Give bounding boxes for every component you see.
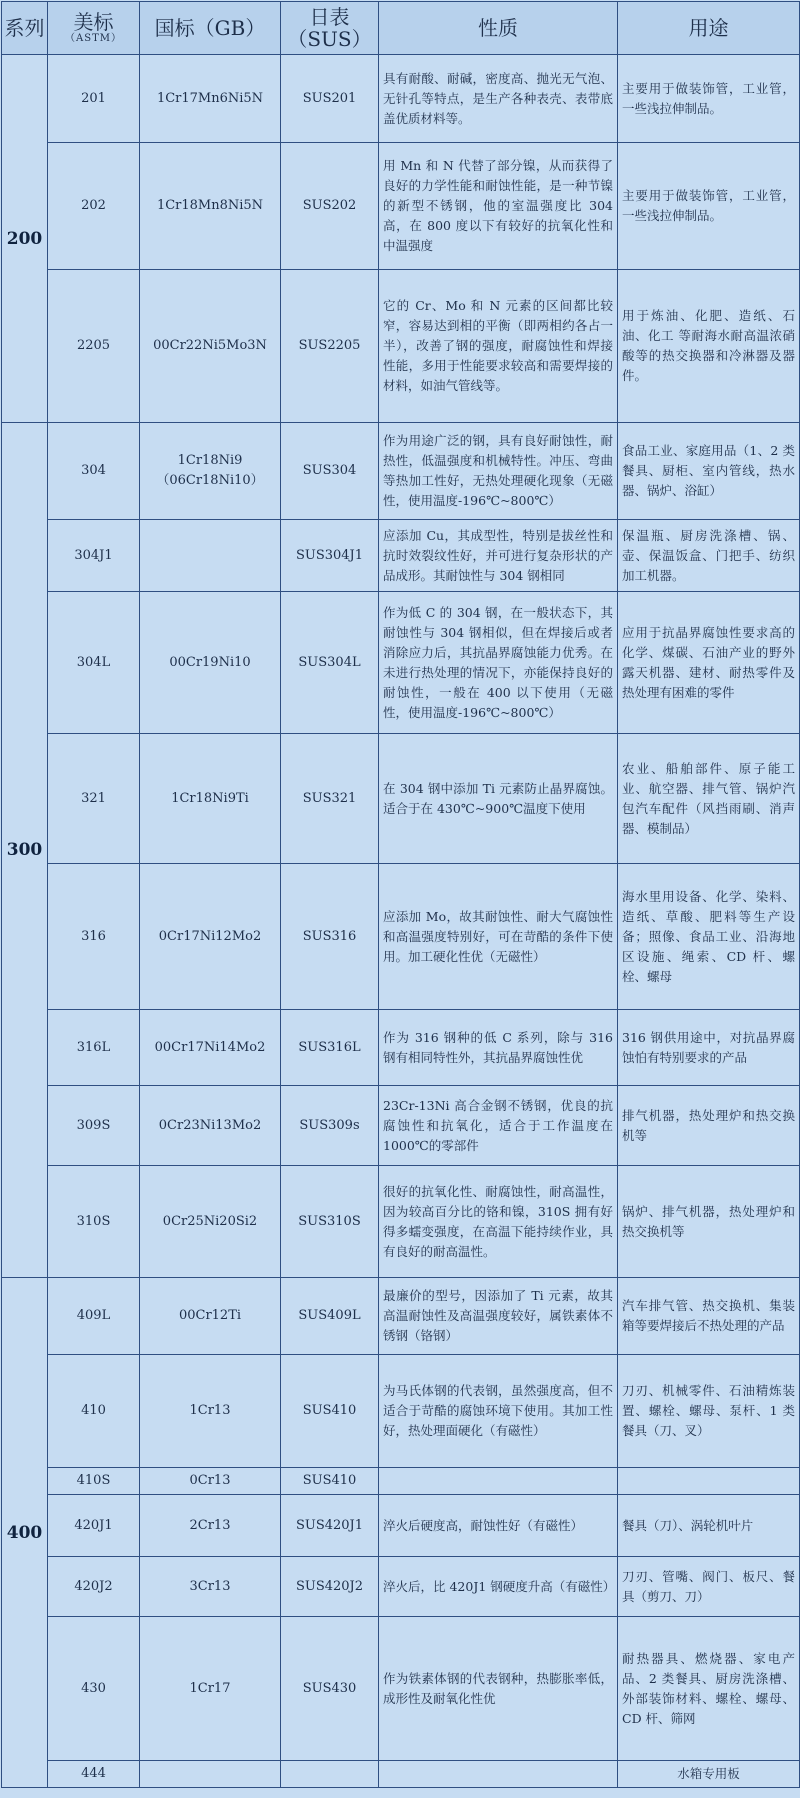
property-cell: 在 304 钢中添加 Ti 元素防止晶界腐蚀。适合于在 430℃~900℃温度下使用 bbox=[379, 734, 618, 864]
sus-cell: SUS309s bbox=[281, 1086, 379, 1166]
table-row bbox=[2, 520, 800, 592]
sus-cell: SUS410 bbox=[281, 1468, 379, 1495]
sus-cell: SUS304L bbox=[281, 592, 379, 734]
usage-cell: 用于炼油、化肥、造纸、石油、化工 等耐海水耐高温浓硝酸等的热交换器和冷淋器及器件。 bbox=[618, 270, 800, 423]
gb-cell: 1Cr13 bbox=[140, 1355, 281, 1468]
sus-cell: SUS304J1 bbox=[281, 520, 379, 592]
sus-cell: SUS321 bbox=[281, 734, 379, 864]
header-series: 系列 bbox=[2, 2, 48, 55]
table-row bbox=[2, 1086, 800, 1166]
property-cell: 淬火后硬度高，耐蚀性好（有磁性） bbox=[379, 1495, 618, 1557]
sus-cell: SUS316 bbox=[281, 864, 379, 1010]
property-cell: 作为 316 钢种的低 C 系列，除与 316 钢有相同特性外，其抗晶界腐蚀性优 bbox=[379, 1010, 618, 1086]
property-cell: 用 Mn 和 N 代替了部分镍，从而获得了良好的力学性能和耐蚀性能，是一种节镍的新型不锈钢，他的室温强度比 304 高，在 800 度以下有较好的抗氧化性和中温强度 bbox=[379, 143, 618, 270]
usage-cell: 农业、船舶部件、原子能工业、航空器、排气管、锅炉汽包汽车配件（风挡雨刷、消声器、模制品） bbox=[618, 734, 800, 864]
series-cell-400: 400 bbox=[2, 1278, 48, 1788]
astm-cell: 420J1 bbox=[48, 1495, 140, 1557]
gb-cell: 00Cr22Ni5Mo3N bbox=[140, 270, 281, 423]
usage-cell: 食品工业、家庭用品（1、2 类餐具、厨柜、室内管线，热水器、锅炉、浴缸） bbox=[618, 423, 800, 520]
usage-cell: 保温瓶、厨房洗涤槽、锅、壶、保温饭盒、门把手、纺织加工机器。 bbox=[618, 520, 800, 592]
table-row bbox=[2, 1617, 800, 1761]
usage-cell: 海水里用设备、化学、染料、造纸、草酸、肥料等生产设备；照像、食品工业、沿海地区设施、绳索、CD 杆、螺栓、螺母 bbox=[618, 864, 800, 1010]
astm-cell: 430 bbox=[48, 1617, 140, 1761]
sus-cell: SUS430 bbox=[281, 1617, 379, 1761]
property-cell bbox=[379, 1761, 618, 1788]
astm-cell: 316L bbox=[48, 1010, 140, 1086]
table-row bbox=[2, 592, 800, 734]
table-row bbox=[2, 143, 800, 270]
table-row bbox=[2, 1355, 800, 1468]
gb-cell: 0Cr17Ni12Mo2 bbox=[140, 864, 281, 1010]
gb-cell: 0Cr23Ni13Mo2 bbox=[140, 1086, 281, 1166]
gb-cell: 1Cr18Ni9Ti bbox=[140, 734, 281, 864]
usage-cell: 刀刃、机械零件、石油精炼装置、螺栓、螺母、泵杆、1 类餐具（刀、叉） bbox=[618, 1355, 800, 1468]
gb-cell bbox=[140, 423, 281, 520]
table-row bbox=[2, 423, 800, 520]
gb-cell: 00Cr19Ni10 bbox=[140, 592, 281, 734]
usage-cell: 耐热器具、燃烧器、家电产品、2 类餐具、厨房洗涤槽、外部装饰材料、螺栓、螺母、CD 杆、筛网 bbox=[618, 1617, 800, 1761]
astm-cell: 321 bbox=[48, 734, 140, 864]
gb-value: 1Cr18Ni9 bbox=[177, 453, 243, 468]
table-row bbox=[2, 864, 800, 1010]
usage-cell: 刀刃、管嘴、阀门、板尺、餐具（剪刀、刀） bbox=[618, 1557, 800, 1617]
table-row bbox=[2, 55, 800, 143]
sus-cell: SUS420J1 bbox=[281, 1495, 379, 1557]
astm-cell: 202 bbox=[48, 143, 140, 270]
astm-cell: 316 bbox=[48, 864, 140, 1010]
astm-cell: 201 bbox=[48, 55, 140, 143]
table-row bbox=[2, 270, 800, 423]
property-cell: 为马氏体钢的代表钢，虽然强度高，但不适合于苛酷的腐蚀环境下使用。其加工性好，热处理面硬化（有磁性） bbox=[379, 1355, 618, 1468]
sus-cell: SUS409L bbox=[281, 1278, 379, 1355]
usage-cell: 水箱专用板 bbox=[618, 1761, 800, 1788]
astm-cell: 304 bbox=[48, 423, 140, 520]
gb-cell bbox=[140, 1761, 281, 1788]
gb-cell: 0Cr13 bbox=[140, 1468, 281, 1495]
gb-cell: 1Cr18Mn8Ni5N bbox=[140, 143, 281, 270]
header-astm-label: 美标 bbox=[73, 10, 114, 34]
property-cell: 它的 Cr、Mo 和 N 元素的区间都比较窄，容易达到相的平衡（即两相约各占一半），改善了钢的强度，耐腐蚀性和焊接性能，多用于性能要求较高和需要焊接的材料，如油气管线等。 bbox=[379, 270, 618, 423]
gb-cell: 0Cr25Ni20Si2 bbox=[140, 1166, 281, 1278]
property-cell: 淬火后，比 420J1 钢硬度升高（有磁性） bbox=[379, 1557, 618, 1617]
series-cell-300: 300 bbox=[2, 423, 48, 1278]
sus-cell bbox=[281, 1761, 379, 1788]
gb-cell: 00Cr12Ti bbox=[140, 1278, 281, 1355]
usage-cell: 餐具（刀）、涡轮机叶片 bbox=[618, 1495, 800, 1557]
property-cell: 很好的抗氧化性、耐腐蚀性，耐高温性，因为较高百分比的铬和镍，310S 拥有好得多蠕变强度，在高温下能持续作业，具有良好的耐高温性。 bbox=[379, 1166, 618, 1278]
property-cell: 应添加 Cu，其成型性，特别是拔丝性和抗时效裂纹性好，并可进行复杂形状的产品成形。其耐蚀性与 304 钢相同 bbox=[379, 520, 618, 592]
table-row bbox=[2, 1761, 800, 1788]
astm-cell: 304L bbox=[48, 592, 140, 734]
astm-cell: 409L bbox=[48, 1278, 140, 1355]
astm-cell: 410S bbox=[48, 1468, 140, 1495]
table-row bbox=[2, 1010, 800, 1086]
sus-cell: SUS202 bbox=[281, 143, 379, 270]
header-astm bbox=[48, 2, 140, 55]
header-astm-sub: （ASTM） bbox=[65, 33, 122, 44]
header-sus: 日表（SUS） bbox=[281, 2, 379, 55]
table-row bbox=[2, 1468, 800, 1495]
table-row bbox=[2, 734, 800, 864]
property-cell: 作为低 C 的 304 钢，在一般状态下，其耐蚀性与 304 钢相似，但在焊接后或者消除应力后，其抗晶界腐蚀能力优秀。在未进行热处理的情况下，亦能保持良好的耐蚀性，一般在 400 以下使用（无磁性，使用温度-196℃~800℃） bbox=[379, 592, 618, 734]
sus-cell: SUS304 bbox=[281, 423, 379, 520]
property-cell: 应添加 Mo，故其耐蚀性、耐大气腐蚀性和高温强度特别好，可在苛酷的条件下使用。加工硬化性优（无磁性） bbox=[379, 864, 618, 1010]
header-property: 性质 bbox=[379, 2, 618, 55]
property-cell: 作为铁素体钢的代表钢种，热膨胀率低，成形性及耐氧化性优 bbox=[379, 1617, 618, 1761]
astm-cell: 420J2 bbox=[48, 1557, 140, 1617]
table-row bbox=[2, 1166, 800, 1278]
gb-cell: 2Cr13 bbox=[140, 1495, 281, 1557]
sus-cell: SUS410 bbox=[281, 1355, 379, 1468]
gb-cell bbox=[140, 520, 281, 592]
gb-cell: 1Cr17 bbox=[140, 1617, 281, 1761]
header-row bbox=[2, 2, 800, 55]
table-row bbox=[2, 1557, 800, 1617]
usage-cell bbox=[618, 1468, 800, 1495]
header-gb: 国标（GB） bbox=[140, 2, 281, 55]
usage-cell: 排气机器，热处理炉和热交换机等 bbox=[618, 1086, 800, 1166]
usage-cell: 316 钢供用途中，对抗晶界腐蚀怕有特别要求的产品 bbox=[618, 1010, 800, 1086]
usage-cell: 主要用于做装饰管，工业管，一些浅拉伸制品。 bbox=[618, 143, 800, 270]
astm-cell: 2205 bbox=[48, 270, 140, 423]
usage-cell: 主要用于做装饰管，工业管，一些浅拉伸制品。 bbox=[618, 55, 800, 143]
gb-cell: 00Cr17Ni14Mo2 bbox=[140, 1010, 281, 1086]
sus-cell: SUS316L bbox=[281, 1010, 379, 1086]
astm-cell: 310S bbox=[48, 1166, 140, 1278]
astm-cell: 410 bbox=[48, 1355, 140, 1468]
astm-cell: 444 bbox=[48, 1761, 140, 1788]
property-cell: 作为用途广泛的钢，具有良好耐蚀性，耐热性，低温强度和机械特性。冲压、弯曲等热加工性好，无热处理硬化现象（无磁性，使用温度-196℃~800℃） bbox=[379, 423, 618, 520]
gb-cell: 1Cr17Mn6Ni5N bbox=[140, 55, 281, 143]
stainless-steel-grade-table bbox=[1, 1, 800, 1788]
sus-cell: SUS201 bbox=[281, 55, 379, 143]
sus-cell: SUS420J2 bbox=[281, 1557, 379, 1617]
table-row bbox=[2, 1278, 800, 1355]
usage-cell: 锅炉、排气机器，热处理炉和热交换机等 bbox=[618, 1166, 800, 1278]
gb-alt-value: （06Cr18Ni10） bbox=[156, 473, 264, 488]
astm-cell: 304J1 bbox=[48, 520, 140, 592]
header-usage: 用途 bbox=[618, 2, 800, 55]
property-cell bbox=[379, 1468, 618, 1495]
sus-cell: SUS2205 bbox=[281, 270, 379, 423]
property-cell: 具有耐酸、耐碱，密度高、抛光无气泡、无针孔等特点，是生产各种表壳、表带底盖优质材料等。 bbox=[379, 55, 618, 143]
usage-cell: 应用于抗晶界腐蚀性要求高的化学、煤碳、石油产业的野外露天机器、建材、耐热零件及热处理有困难的零件 bbox=[618, 592, 800, 734]
property-cell: 最廉价的型号，因添加了 Ti 元素，故其高温耐蚀性及高温强度较好，属铁素体不锈钢（铬钢） bbox=[379, 1278, 618, 1355]
astm-cell: 309S bbox=[48, 1086, 140, 1166]
series-cell-200: 200 bbox=[2, 55, 48, 423]
usage-cell: 汽车排气管、热交换机、集装箱等要焊接后不热处理的产品 bbox=[618, 1278, 800, 1355]
property-cell: 23Cr-13Ni 高合金钢不锈钢，优良的抗腐蚀性和抗氧化，适合于工作温度在 1000℃的零部件 bbox=[379, 1086, 618, 1166]
sus-cell: SUS310S bbox=[281, 1166, 379, 1278]
gb-cell: 3Cr13 bbox=[140, 1557, 281, 1617]
table-row bbox=[2, 1495, 800, 1557]
